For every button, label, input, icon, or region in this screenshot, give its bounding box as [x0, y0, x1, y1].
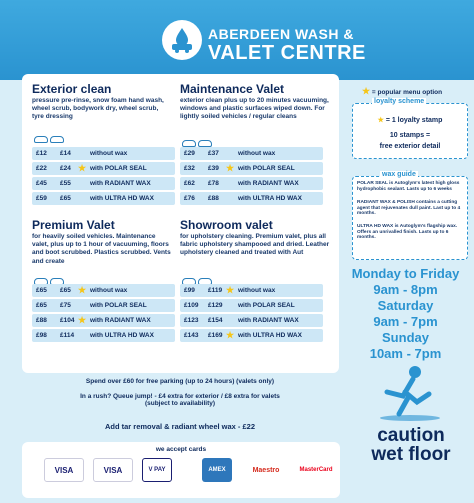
star-icon: ★ — [377, 117, 384, 124]
price-row: £109 £129 with POLAR SEAL — [180, 299, 323, 312]
maintenance-desc: exterior clean plus up to 20 minutes vacuuming, windows and plastic surfaces wiped down. For lightly soiled vehicles / regular cleans — [180, 97, 329, 121]
exterior-price-table — [32, 147, 175, 207]
wax-radiant: RADIANT WAX & POLISH contains a cutting agent that rejuvenates dull paint. Last up to 4 months. — [357, 200, 461, 217]
caution-line2: wet floor — [371, 444, 451, 465]
wax-guide-title: wax guide — [382, 171, 416, 178]
showroom-price-table — [180, 284, 323, 344]
visa-debit-card-icon: VISA — [93, 458, 133, 482]
parking-promo: Spend over £60 for free parking (up to 24 hours) (valets only) — [85, 378, 275, 385]
header — [0, 0, 474, 80]
hours-saturday-label: Saturday — [377, 298, 434, 313]
visa-card-icon: VISA — [44, 458, 84, 482]
price-row: £62 £78 with RADIANT WAX — [180, 177, 323, 190]
loyalty-line3: free exterior detail — [379, 143, 441, 150]
showroom-title: Showroom valet — [180, 218, 273, 232]
amex-card-icon: AMEX — [202, 458, 232, 482]
slip-warning-icon — [375, 362, 445, 422]
caution-wet-floor — [352, 426, 470, 464]
showroom-desc: for upholstery cleaning. Premium valet, plus all fabric upholstery shampooed and dried. Leather upholstery cleaned and treated with Aut — [180, 233, 330, 257]
vpay-card-icon: V PAY — [142, 458, 172, 482]
premium-desc: for heavily soiled vehicles. Maintenance valet, plus up to 1 hour of vacuuming, floors and boot scrubbed. Plastics scrubbed. Vents and create — [32, 233, 171, 265]
price-row: £12 £14 without wax — [32, 147, 175, 160]
caution-line1: caution — [377, 425, 445, 446]
hours-saturday-time: 9am - 7pm — [373, 314, 438, 329]
mastercard-card-icon: MasterCard — [296, 458, 336, 482]
loyalty-line2: 10 stamps = — [389, 132, 431, 139]
queue-jump-note: (subject to availability) — [144, 400, 216, 407]
price-row: £65 £65 ★ without wax — [32, 284, 175, 297]
wax-ultra: ULTRA HD WAX is Autoglym's flagship wax. Offers an unrivalled finish. Lasts up to 6 months. — [357, 224, 458, 241]
hours-weekday-time: 9am - 8pm — [373, 282, 438, 297]
logo — [162, 20, 202, 60]
star-icon: ★ — [226, 330, 235, 340]
tar-removal-promo: Add tar removal & radiant wheel wax - £22 — [104, 422, 256, 431]
star-icon: ★ — [78, 163, 87, 173]
header-title-line2: VALET CENTRE — [208, 42, 366, 64]
hours-sunday-label: Sunday — [382, 330, 429, 345]
car-size-icons — [182, 134, 214, 146]
star-icon: ★ — [226, 163, 235, 173]
star-icon: ★ — [362, 86, 371, 96]
premium-title: Premium Valet — [32, 218, 115, 232]
small-car-icon — [182, 140, 196, 147]
price-row: £59 £65 with ULTRA HD WAX — [32, 192, 175, 205]
star-icon: ★ — [78, 285, 87, 295]
loyalty-box — [352, 103, 468, 159]
popular-legend: ★ = popular menu option — [362, 86, 443, 96]
payment-title: we accept cards — [155, 446, 207, 453]
car-size-icons — [182, 272, 214, 284]
small-car-icon — [34, 136, 48, 143]
loyalty-title: loyalty scheme — [374, 98, 425, 105]
loyalty-line1: ★ = 1 loyalty stamp — [377, 117, 443, 124]
large-car-icon — [50, 136, 64, 143]
car-wash-icon — [168, 26, 196, 54]
price-row: £65 £75 with POLAR SEAL — [32, 299, 175, 312]
hours-weekday-label: Monday to Friday — [351, 266, 460, 281]
star-icon: ★ — [226, 285, 235, 295]
price-row: £32 £39 ★ with POLAR SEAL — [180, 162, 323, 175]
car-size-icons — [34, 272, 66, 284]
price-row: £29 £37 without wax — [180, 147, 323, 160]
maintenance-title: Maintenance Valet — [180, 82, 285, 96]
price-row: £99 £119 ★ without wax — [180, 284, 323, 297]
price-row: £45 £55 with RADIANT WAX — [32, 177, 175, 190]
maintenance-price-table — [180, 147, 323, 207]
exterior-desc: pressure pre-rinse, snow foam hand wash, wheel scrub, bodywork dry, wheel scrub, tyre dressing — [32, 97, 164, 121]
star-icon: ★ — [78, 315, 87, 325]
queue-jump-promo: In a rush? Queue jump! - £4 extra for exterior / £8 extra for valets — [80, 393, 280, 400]
premium-price-table — [32, 284, 175, 344]
car-size-icons — [34, 130, 66, 142]
price-row: £143 £169 ★ with ULTRA HD WAX — [180, 329, 323, 342]
wax-polar: POLAR SEAL is Autoglym's latest high gloss hydrophobic sealant. Lasts up to 6 weeks — [357, 181, 460, 192]
large-car-icon — [198, 140, 212, 147]
hours-block — [343, 266, 468, 362]
exterior-title: Exterior clean — [32, 82, 112, 96]
maestro-card-icon: Maestro — [246, 458, 286, 482]
price-row: £98 £114 with ULTRA HD WAX — [32, 329, 175, 342]
price-row: £123 £154 with RADIANT WAX — [180, 314, 323, 327]
price-row: £88 £104 ★ with RADIANT WAX — [32, 314, 175, 327]
promo-box — [30, 374, 330, 416]
price-row: £76 £88 with ULTRA HD WAX — [180, 192, 323, 205]
header-title-line1: ABERDEEN WASH & — [208, 26, 354, 42]
price-row: £22 £24 ★ with POLAR SEAL — [32, 162, 175, 175]
hours-sunday-time: 10am - 7pm — [369, 346, 442, 361]
